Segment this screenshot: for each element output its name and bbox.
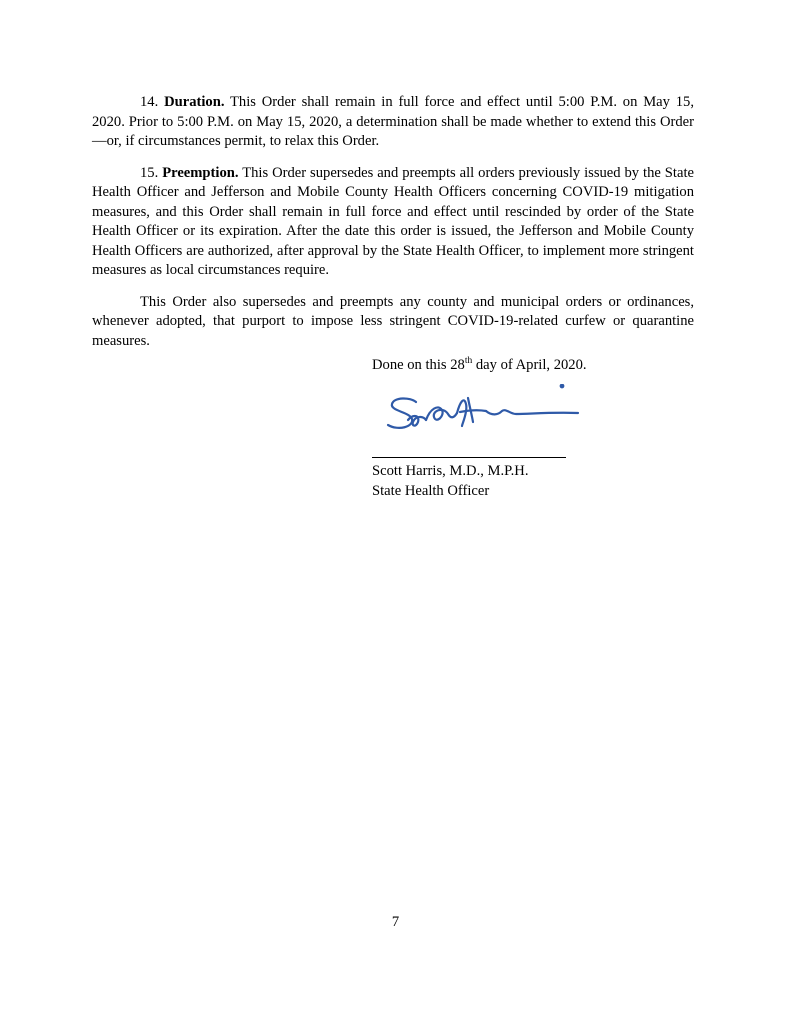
paragraph-heading: Preemption. bbox=[162, 164, 239, 181]
closing-prefix: Done on this 28 bbox=[372, 357, 465, 373]
paragraph-supersedes bbox=[92, 293, 694, 352]
paragraph-heading: Duration. bbox=[164, 94, 225, 110]
handwritten-signature bbox=[380, 384, 590, 446]
paragraph-text: This Order also supersedes and preempts any county and municipal orders or ordinances, whenever adopted, that purport to impose less stringent COVID-19-related curfew or quarantine measures. bbox=[92, 293, 694, 349]
signer-title: State Health Officer bbox=[372, 483, 490, 499]
paragraph-duration bbox=[92, 93, 694, 152]
signer-name: Scott Harris, M.D., M.P.H. bbox=[372, 463, 529, 479]
signature-rule bbox=[372, 457, 566, 458]
paragraph-number: 15. bbox=[140, 164, 159, 181]
ordinal-suffix: th bbox=[464, 356, 473, 367]
page-number: 7 bbox=[391, 914, 400, 930]
paragraph-number: 14. bbox=[140, 94, 159, 110]
paragraph-preemption bbox=[92, 164, 694, 281]
document-body bbox=[92, 93, 694, 363]
closing-date-line bbox=[372, 355, 587, 375]
signer-block bbox=[372, 461, 528, 501]
paragraph-text: This Order shall remain in full force and effect until 5:00 P.M. on May 15, 2020. Prior to 5:00 P.M. on May 15, 2020, a determination shall be made whether to extend this Order—or, if circumstances permit, to relax this Order. bbox=[92, 94, 694, 149]
closing-suffix: day of April, 2020. bbox=[472, 357, 587, 373]
paragraph-text: This Order supersedes and preempts all orders previously issued by the State Health Officer and Jefferson and Mobile County Health Officers concerning COVID-19 mitigation measures, and this Order shall remain in full force and effect until rescinded by order of the State Health Officer or its expiration. After the date this order is issued, the Jefferson and Mobile County Health Officers are authorized, after approval by the State Health Officer, to implement more stringent measures as local circumstances require. bbox=[92, 164, 694, 278]
